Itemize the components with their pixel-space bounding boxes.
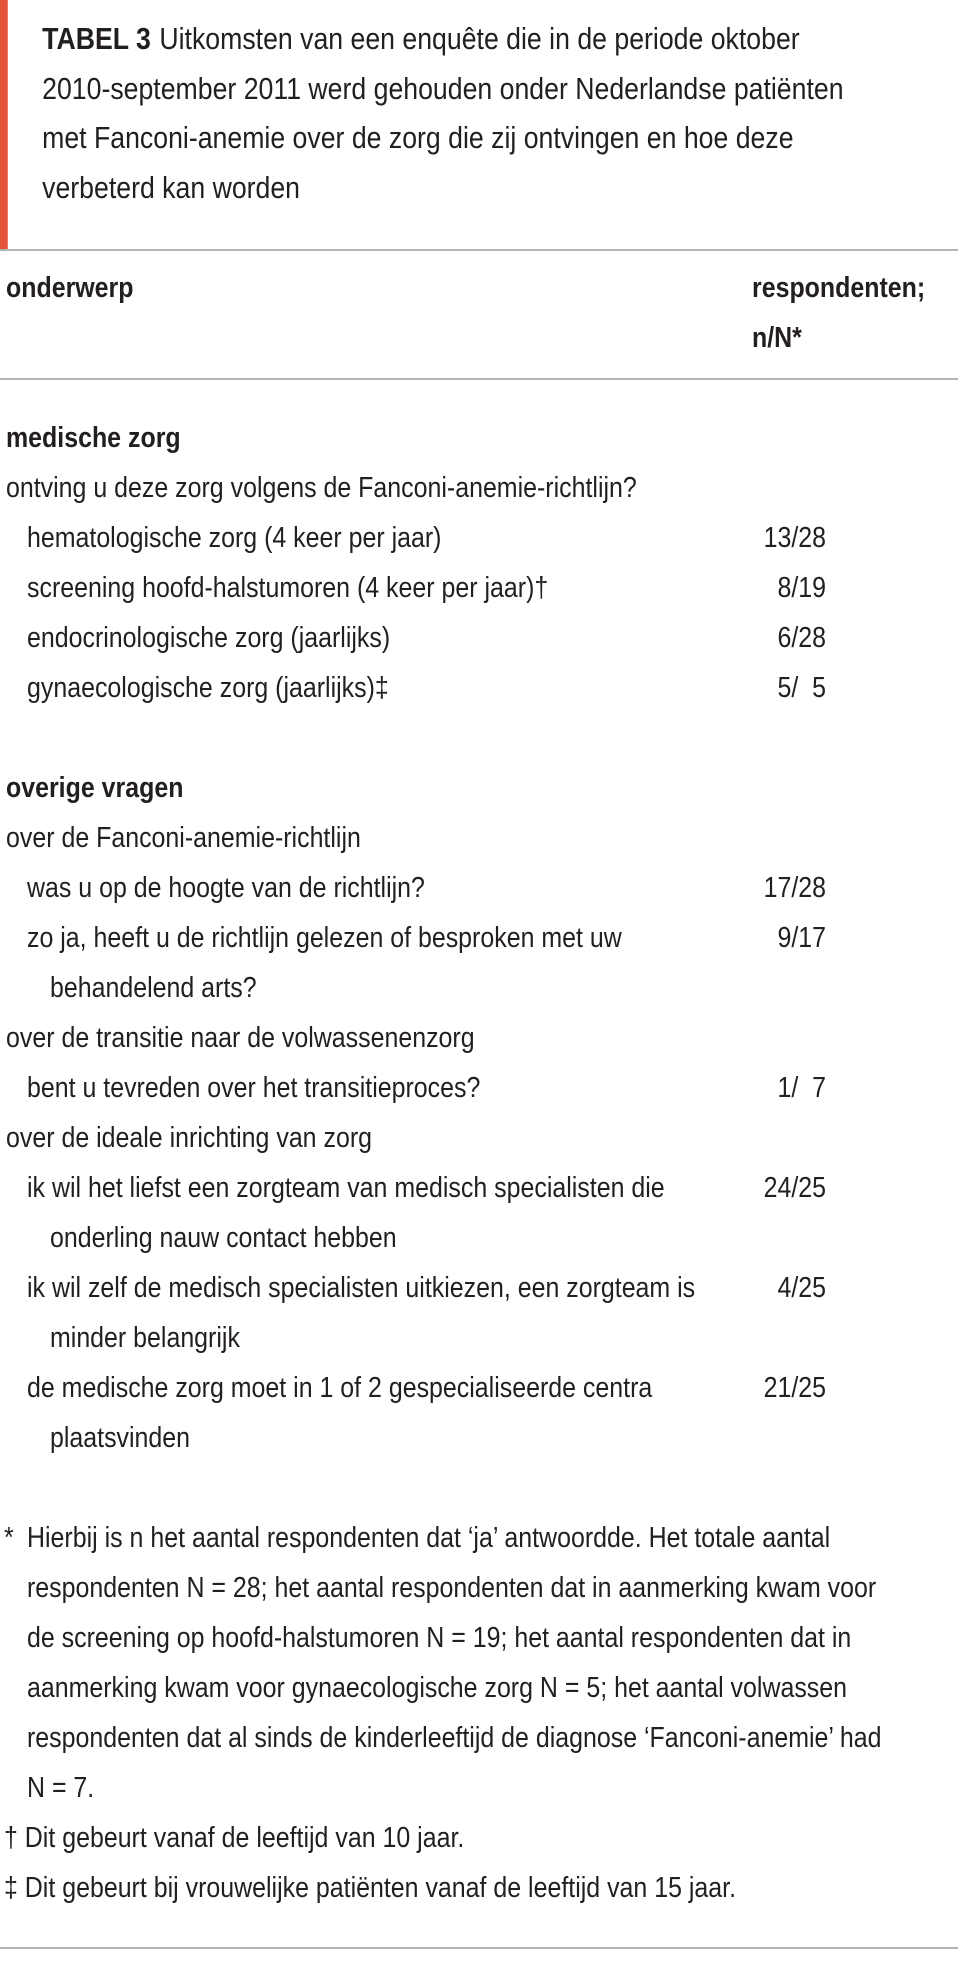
table-row-label: zo ja, heeft u de richtlijn gelezen of besproken met uw bbox=[27, 922, 622, 954]
column-header-subject: onderwerp bbox=[6, 272, 134, 304]
table-label: TABEL 3 bbox=[42, 21, 151, 56]
table-row-label-continued: minder belangrijk bbox=[50, 1322, 240, 1354]
table-row-label: was u op de hoogte van de richtlijn? bbox=[27, 872, 425, 904]
footnote-double-dagger: ‡ Dit gebeurt bij vrouwelijke patiënten vanaf de leeftijd van 15 jaar. bbox=[4, 1872, 737, 1904]
footnote-line: N = 7. bbox=[27, 1772, 95, 1804]
caption-line: verbeterd kan worden bbox=[42, 169, 301, 205]
footnote-line: Hierbij is n het aantal respondenten dat ‘ja’ antwoordde. Het totale aantal bbox=[27, 1522, 831, 1554]
table-row-value: 8/19 bbox=[777, 572, 826, 604]
table-caption bbox=[0, 0, 958, 250]
footnote-marker: * bbox=[4, 1522, 14, 1554]
table-row-value: 21/25 bbox=[763, 1372, 826, 1404]
caption-line: TABEL 3 Uitkomsten van een enquête die in de periode oktober bbox=[42, 21, 800, 56]
column-header-respondents-unit: n/N* bbox=[752, 322, 802, 354]
footnote-line: de screening op hoofd-halstumoren N = 19; het aantal respondenten dat in bbox=[27, 1622, 852, 1654]
table-row-value: 1/ 7 bbox=[777, 1072, 826, 1104]
column-header-respondents: respondenten; bbox=[752, 272, 926, 304]
table-row-value: 13/28 bbox=[763, 522, 826, 554]
group-heading: over de transitie naar de volwassenenzorg bbox=[6, 1022, 475, 1054]
footnote-line: respondenten N = 28; het aantal respondenten dat in aanmerking kwam voor bbox=[27, 1572, 877, 1604]
table-row-value: 9/17 bbox=[777, 922, 826, 954]
table-row-value: 24/25 bbox=[763, 1172, 826, 1204]
table-row-label: ik wil het liefst een zorgteam van medisch specialisten die bbox=[27, 1172, 665, 1204]
table-row-label-continued: behandelend arts? bbox=[50, 972, 257, 1004]
table-row-label: de medische zorg moet in 1 of 2 gespecialiseerde centra bbox=[27, 1372, 653, 1404]
table-row-value: 5/ 5 bbox=[777, 672, 826, 704]
table-row-label: hematologische zorg (4 keer per jaar) bbox=[27, 522, 442, 554]
table-row-value: 6/28 bbox=[777, 622, 826, 654]
table-row-label: endocrinologische zorg (jaarlijks) bbox=[27, 622, 391, 654]
divider bbox=[0, 378, 958, 380]
caption-line: met Fanconi-anemie over de zorg die zij ontvingen en hoe deze bbox=[42, 120, 794, 155]
section-title: medische zorg bbox=[6, 422, 181, 454]
group-heading: over de Fanconi-anemie-richtlijn bbox=[6, 822, 361, 854]
table-row-label: bent u tevreden over het transitieproces? bbox=[27, 1072, 481, 1104]
divider bbox=[0, 1947, 958, 1949]
section-title: overige vragen bbox=[6, 772, 184, 804]
caption-line: 2010-september 2011 werd gehouden onder Nederlandse patiënten bbox=[42, 70, 844, 106]
table-row-value: 4/25 bbox=[777, 1272, 826, 1304]
footnote-line: respondenten dat al sinds de kinderleeftijd de diagnose ‘Fanconi-anemie’ had bbox=[27, 1722, 882, 1754]
table-row-label: gynaecologische zorg (jaarlijks)‡ bbox=[27, 672, 389, 704]
table-row-label-continued: onderling nauw contact hebben bbox=[50, 1222, 397, 1254]
divider bbox=[0, 249, 958, 251]
footnote-line: aanmerking kwam voor gynaecologische zorg N = 5; het aantal volwassen bbox=[27, 1672, 848, 1704]
group-heading: over de ideale inrichting van zorg bbox=[6, 1122, 373, 1154]
table-row-value: 17/28 bbox=[763, 872, 826, 904]
section-question: ontving u deze zorg volgens de Fanconi-anemie-richtlijn? bbox=[6, 472, 637, 504]
table-row-label: screening hoofd-halstumoren (4 keer per jaar)† bbox=[27, 572, 549, 604]
footnote-dagger: † Dit gebeurt vanaf de leeftijd van 10 jaar. bbox=[4, 1822, 465, 1854]
table-row-label: ik wil zelf de medisch specialisten uitkiezen, een zorgteam is bbox=[27, 1272, 696, 1304]
table-row-label-continued: plaatsvinden bbox=[50, 1422, 191, 1454]
